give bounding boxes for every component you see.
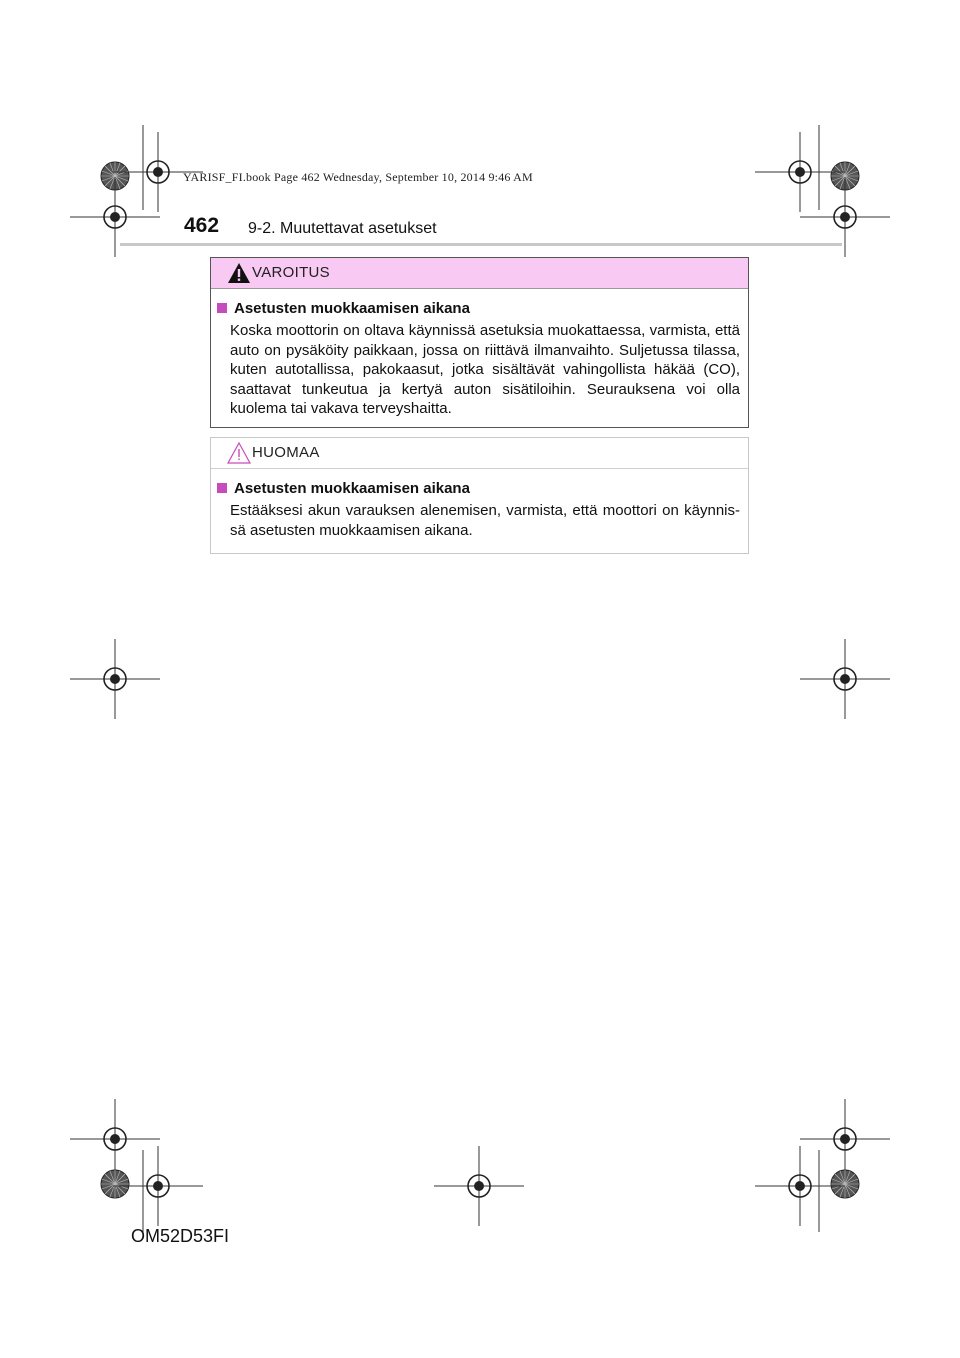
header-rule (120, 243, 842, 246)
notice-item-title: Asetusten muokkaamisen aikana (217, 480, 470, 497)
bullet-square-icon (217, 303, 227, 313)
warning-header (211, 258, 748, 289)
warning-box (210, 257, 749, 428)
bullet-square-icon (217, 483, 227, 493)
page-number: 462 (184, 214, 220, 237)
caution-triangle-icon (226, 441, 252, 465)
notice-box (210, 437, 749, 554)
document-code: OM52D53FI (131, 1226, 230, 1246)
warning-triangle-icon (226, 261, 252, 285)
notice-header (211, 438, 748, 469)
warning-label: VAROITUS (252, 264, 330, 281)
printer-info-line: YARISF_FI.book Page 462 Wednesday, September 10, 2014 9:46 AM (183, 170, 533, 184)
section-title: 9-2. Muutettavat asetukset (248, 220, 437, 237)
warning-item-text: Koska moottorin on oltava käynnissä asetuksia muokattaessa, varmista, että auto on pysäköity paikkaan, jossa on riittävä ilmanvaihto. Suljetussa tilassa, kuten autotallissa, pakokaasut, jotka sisältävät vahingollista häkää (CO), saattavat tunkeutua ja kertyä auton sisätiloihin. Seurauksena voi olla kuolema tai vakava terveyshaitta. (230, 322, 740, 417)
notice-item-text: Estääksesi akun varauksen alenemisen, varmista, että moottori on käynnis-sä asetusten muokkaamisen aikana. (230, 502, 740, 539)
notice-label: HUOMAA (252, 444, 320, 461)
warning-item-title: Asetusten muokkaamisen aikana (217, 300, 470, 317)
